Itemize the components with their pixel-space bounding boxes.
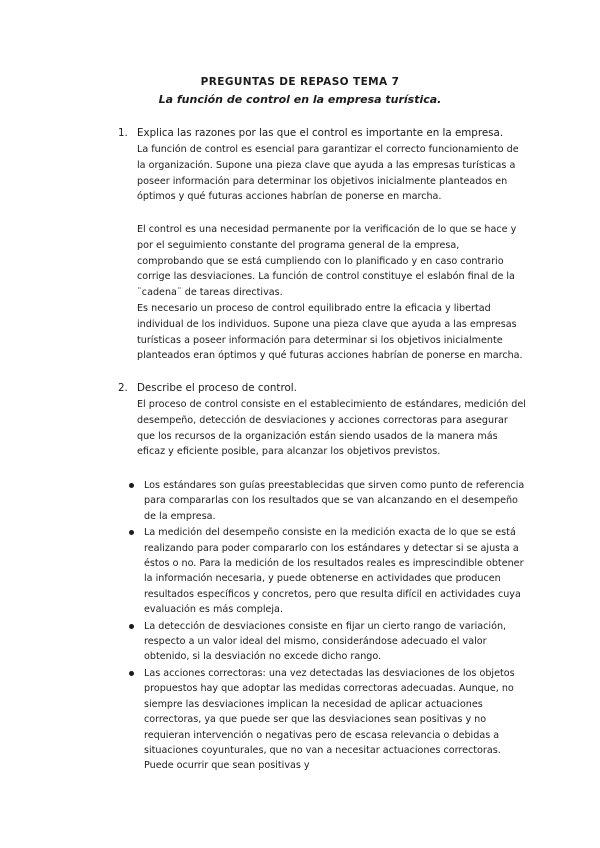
question-text: Describe el proceso de control. xyxy=(137,382,297,394)
answer-paragraph: El control es una necesidad permanente por la verificación de lo que se hace y por el seguimiento constante del programa general de la empresa, comprobando que se está cumpliendo con lo planificado y en caso contrario corrige las desviaciones. La función de control constituye el eslabón final de la ¨cadena¨ de tareas directivas. xyxy=(137,224,517,299)
answer-paragraph: Es necesario un proceso de control equilibrado entre la eficacia y libertad individual de los individuos. Supone una pieza clave que ayuda a las empresas turísticas a poseer información para determinar si los objetivos inicialmente planteados eran óptimos y qué futuras acciones habrían de ponerse en marcha. xyxy=(137,303,523,362)
list-item: La detección de desviaciones consiste en fijar un cierto rango de variación, respecto a un valor ideal del mismo, considerándose adecuado el valor obtenido, si la desviación no excede dicho rango. xyxy=(129,619,529,665)
question-text: Explica las razones por las que el control es importante en la empresa. xyxy=(137,127,504,139)
list-item: Los estándares son guías preestablecidas que sirven como punto de referencia para compararlas con los resultados que se van alcanzando en el desempeño de la empresa. xyxy=(129,478,529,524)
bullet-icon xyxy=(129,483,134,488)
bullet-icon xyxy=(129,530,134,535)
list-item: Las acciones correctoras: una vez detectadas las desviaciones de los objetos propuestos hay que adoptar las medidas correctoras adecuadas. Aunque, no siempre las desviaciones implican la necesidad de aplicar actuaciones correctoras, ya que puede ser que las desviaciones sean positivas y no requieran intervención o negativas pero de escasa relevancia o debidas a situaciones coyunturales, que no van a necesitar actuaciones correctoras. Puede ocurrir que sean positivas y xyxy=(129,666,529,774)
answer-paragraph: El proceso de control consiste en el establecimiento de estándares, medición del desempeño, detección de desviaciones y acciones correctoras para asegurar que los recursos de la organización están siendo usados de la manera más eficaz y eficiente posible, para alcanzar los objetivos previstos. xyxy=(137,399,526,458)
document-subtitle: La función de control en la empresa turística. xyxy=(158,93,442,106)
document-title: PREGUNTAS DE REPASO TEMA 7 xyxy=(200,76,400,88)
bullet-icon xyxy=(129,624,134,629)
bullet-list xyxy=(129,478,529,774)
bullet-icon xyxy=(129,671,134,676)
question-number: 1. xyxy=(118,127,128,139)
list-item: La medición del desempeño consiste en la medición exacta de lo que se está realizando para poder compararlo con los estándares y detectar si se ajusta a éstos o no. Para la medición de los resultados reales es imprescindible obtener la información necesaria, y puede obtenerse en actividades que producen resultados específicos y concretos, pero que resulta difícil en actividades cuya evaluación es más compleja. xyxy=(129,525,529,617)
answer-paragraph: La función de control es esencial para garantizar el correcto funcionamiento de la organización. Supone una pieza clave que ayuda a las empresas turísticas a poseer información para determinar los objetivos inicialmente planteados en óptimos y qué futuras acciones habrían de ponerse en marcha. xyxy=(137,144,519,203)
question-number: 2. xyxy=(118,382,128,394)
